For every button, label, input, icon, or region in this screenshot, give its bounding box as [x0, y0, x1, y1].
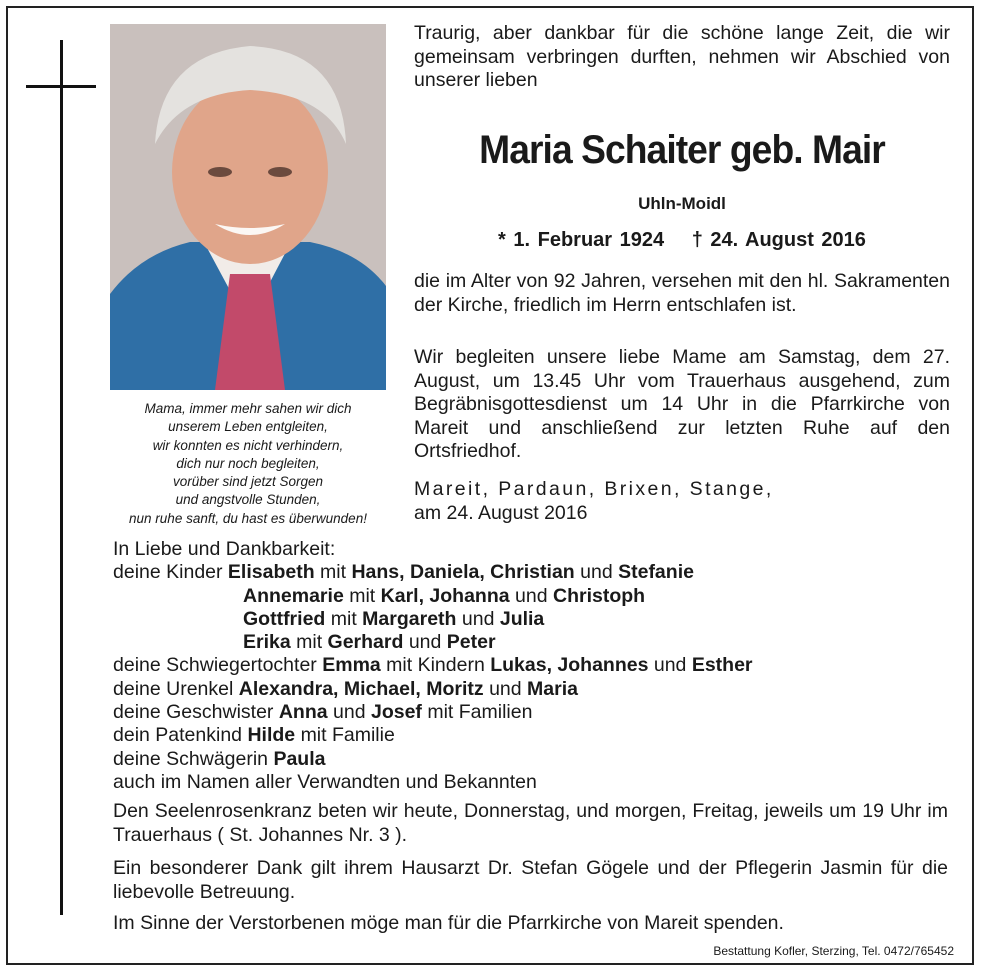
family-label: deine Urenkel: [113, 677, 234, 700]
family-name: Gerhard: [327, 631, 404, 654]
family-row: [113, 585, 953, 608]
family-name: Anna: [278, 701, 328, 724]
family-name: Stefanie: [618, 561, 694, 584]
family-name: Karl, Johanna: [380, 584, 510, 607]
family-name: Julia: [499, 607, 545, 630]
family-row: [113, 608, 953, 631]
family-name: Margareth: [362, 607, 457, 630]
family-name: Elisabeth: [227, 561, 315, 584]
birth-date: * 1. Februar 1924: [498, 229, 665, 251]
family-connector: mit: [330, 607, 357, 630]
rosary-text: Den Seelenrosenkranz beten wir heute, Donnerstag, und morgen, Freitag, jeweils um 19 Uhr im Trauerhaus ( St. Johannes Nr. 3 ).: [113, 800, 948, 846]
funeral-text: Wir begleiten unsere liebe Mame am Samstag, dem 27. August, um 13.45 Uhr vom Trauerhaus ausgehend, zum Begräbnisgottesdienst um 14 Uhr in die Pfarrkirche von Mareit und anschließend zur letzten Ruhe auf den Ortsfriedhof.: [414, 346, 950, 462]
family-connector: mit: [349, 584, 376, 607]
family-connector: mit: [296, 631, 323, 654]
funeral-home-footer: Bestattung Kofler, Sterzing, Tel. 0472/765452: [713, 944, 954, 958]
family-row: [113, 724, 953, 747]
family-name: Hans, Daniela, Christian: [351, 561, 575, 584]
place-date: [414, 478, 950, 525]
family-row: [113, 678, 953, 701]
poem-line: wir konnten es nicht verhindern,: [152, 437, 344, 453]
family-row: [113, 654, 953, 677]
family-connector: mit Familie: [300, 724, 395, 747]
family-name: Paula: [273, 747, 326, 770]
family-name: Emma: [322, 654, 381, 677]
family-name: Erika: [243, 631, 291, 654]
intro-text: Traurig, aber dankbar für die schöne lange Zeit, die wir gemeinsam verbringen durften, nehmen wir Abschied von unserer lieben: [414, 22, 950, 91]
family-label: deine Kinder: [113, 561, 223, 584]
family-name: Lukas, Johannes: [490, 654, 649, 677]
family-name: Maria: [527, 677, 578, 700]
family-name: Josef: [370, 701, 422, 724]
family-connector: mit: [320, 561, 347, 584]
family-row: [113, 561, 953, 584]
family-connector: und: [653, 654, 687, 677]
family-connector: mit Kindern: [386, 654, 485, 677]
donation-text: Im Sinne der Verstorbenen möge man für die Pfarrkirche von Mareit spenden.: [113, 912, 784, 934]
family-list: [113, 538, 953, 794]
family-label: dein Patenkind: [113, 724, 243, 747]
family-connector: mit Familien: [427, 701, 533, 724]
family-connector: und: [408, 631, 442, 654]
family-label: deine Schwiegertochter: [113, 654, 317, 677]
date-line: am 24. August 2016: [414, 501, 588, 524]
poem-line: vorüber sind jetzt Sorgen: [172, 474, 324, 490]
family-name: Peter: [446, 631, 496, 654]
family-name: Christoph: [552, 584, 646, 607]
thanks-text: Ein besonderer Dank gilt ihrem Hausarzt Dr. Stefan Gögele und der Pflegerin Jasmin für die liebevolle Betreuung.: [113, 857, 948, 903]
cross-icon-bar: [26, 85, 96, 88]
poem: [108, 400, 388, 528]
portrait-image: [110, 24, 386, 390]
family-name: Gottfried: [243, 607, 326, 630]
family-connector: und: [515, 584, 548, 607]
family-name: Hilde: [247, 724, 296, 747]
place-line: Mareit, Pardaun, Brixen, Stange,: [414, 478, 774, 500]
family-label: deine Geschwister: [113, 701, 274, 724]
life-dates: [414, 229, 950, 252]
family-row: [113, 748, 953, 771]
cross-icon: [60, 40, 63, 915]
poem-line: nun ruhe sanft, du hast es überwunden!: [129, 510, 367, 526]
family-name: Annemarie: [243, 584, 344, 607]
poem-line: unserem Leben entgleiten,: [168, 419, 328, 435]
portrait-photo: [110, 24, 386, 390]
family-label: deine Schwägerin: [113, 747, 269, 770]
family-connector: und: [580, 561, 613, 584]
family-row: [113, 631, 953, 654]
family-connector: und: [489, 677, 522, 700]
family-heading: In Liebe und Dankbarkeit:: [113, 538, 336, 560]
family-name: Alexandra, Michael, Moritz: [238, 677, 484, 700]
poem-line: Mama, immer mehr sahen wir dich: [144, 401, 352, 416]
death-date: † 24. August 2016: [691, 229, 866, 251]
age-text: die im Alter von 92 Jahren, versehen mit den hl. Sakramenten der Kirche, friedlich im Herrn entschlafen ist.: [414, 270, 950, 316]
family-name: Esther: [691, 654, 753, 677]
deceased-name: Maria Schaiter geb. Mair: [479, 128, 885, 172]
family-connector: und: [333, 701, 366, 724]
family-closing: auch im Namen aller Verwandten und Bekannten: [113, 770, 537, 793]
poem-line: und angstvolle Stunden,: [175, 492, 321, 508]
nickname: Uhln-Moidl: [638, 194, 726, 213]
family-row: [113, 701, 953, 724]
poem-line: dich nur noch begleiten,: [176, 455, 320, 471]
family-connector: und: [461, 607, 495, 630]
